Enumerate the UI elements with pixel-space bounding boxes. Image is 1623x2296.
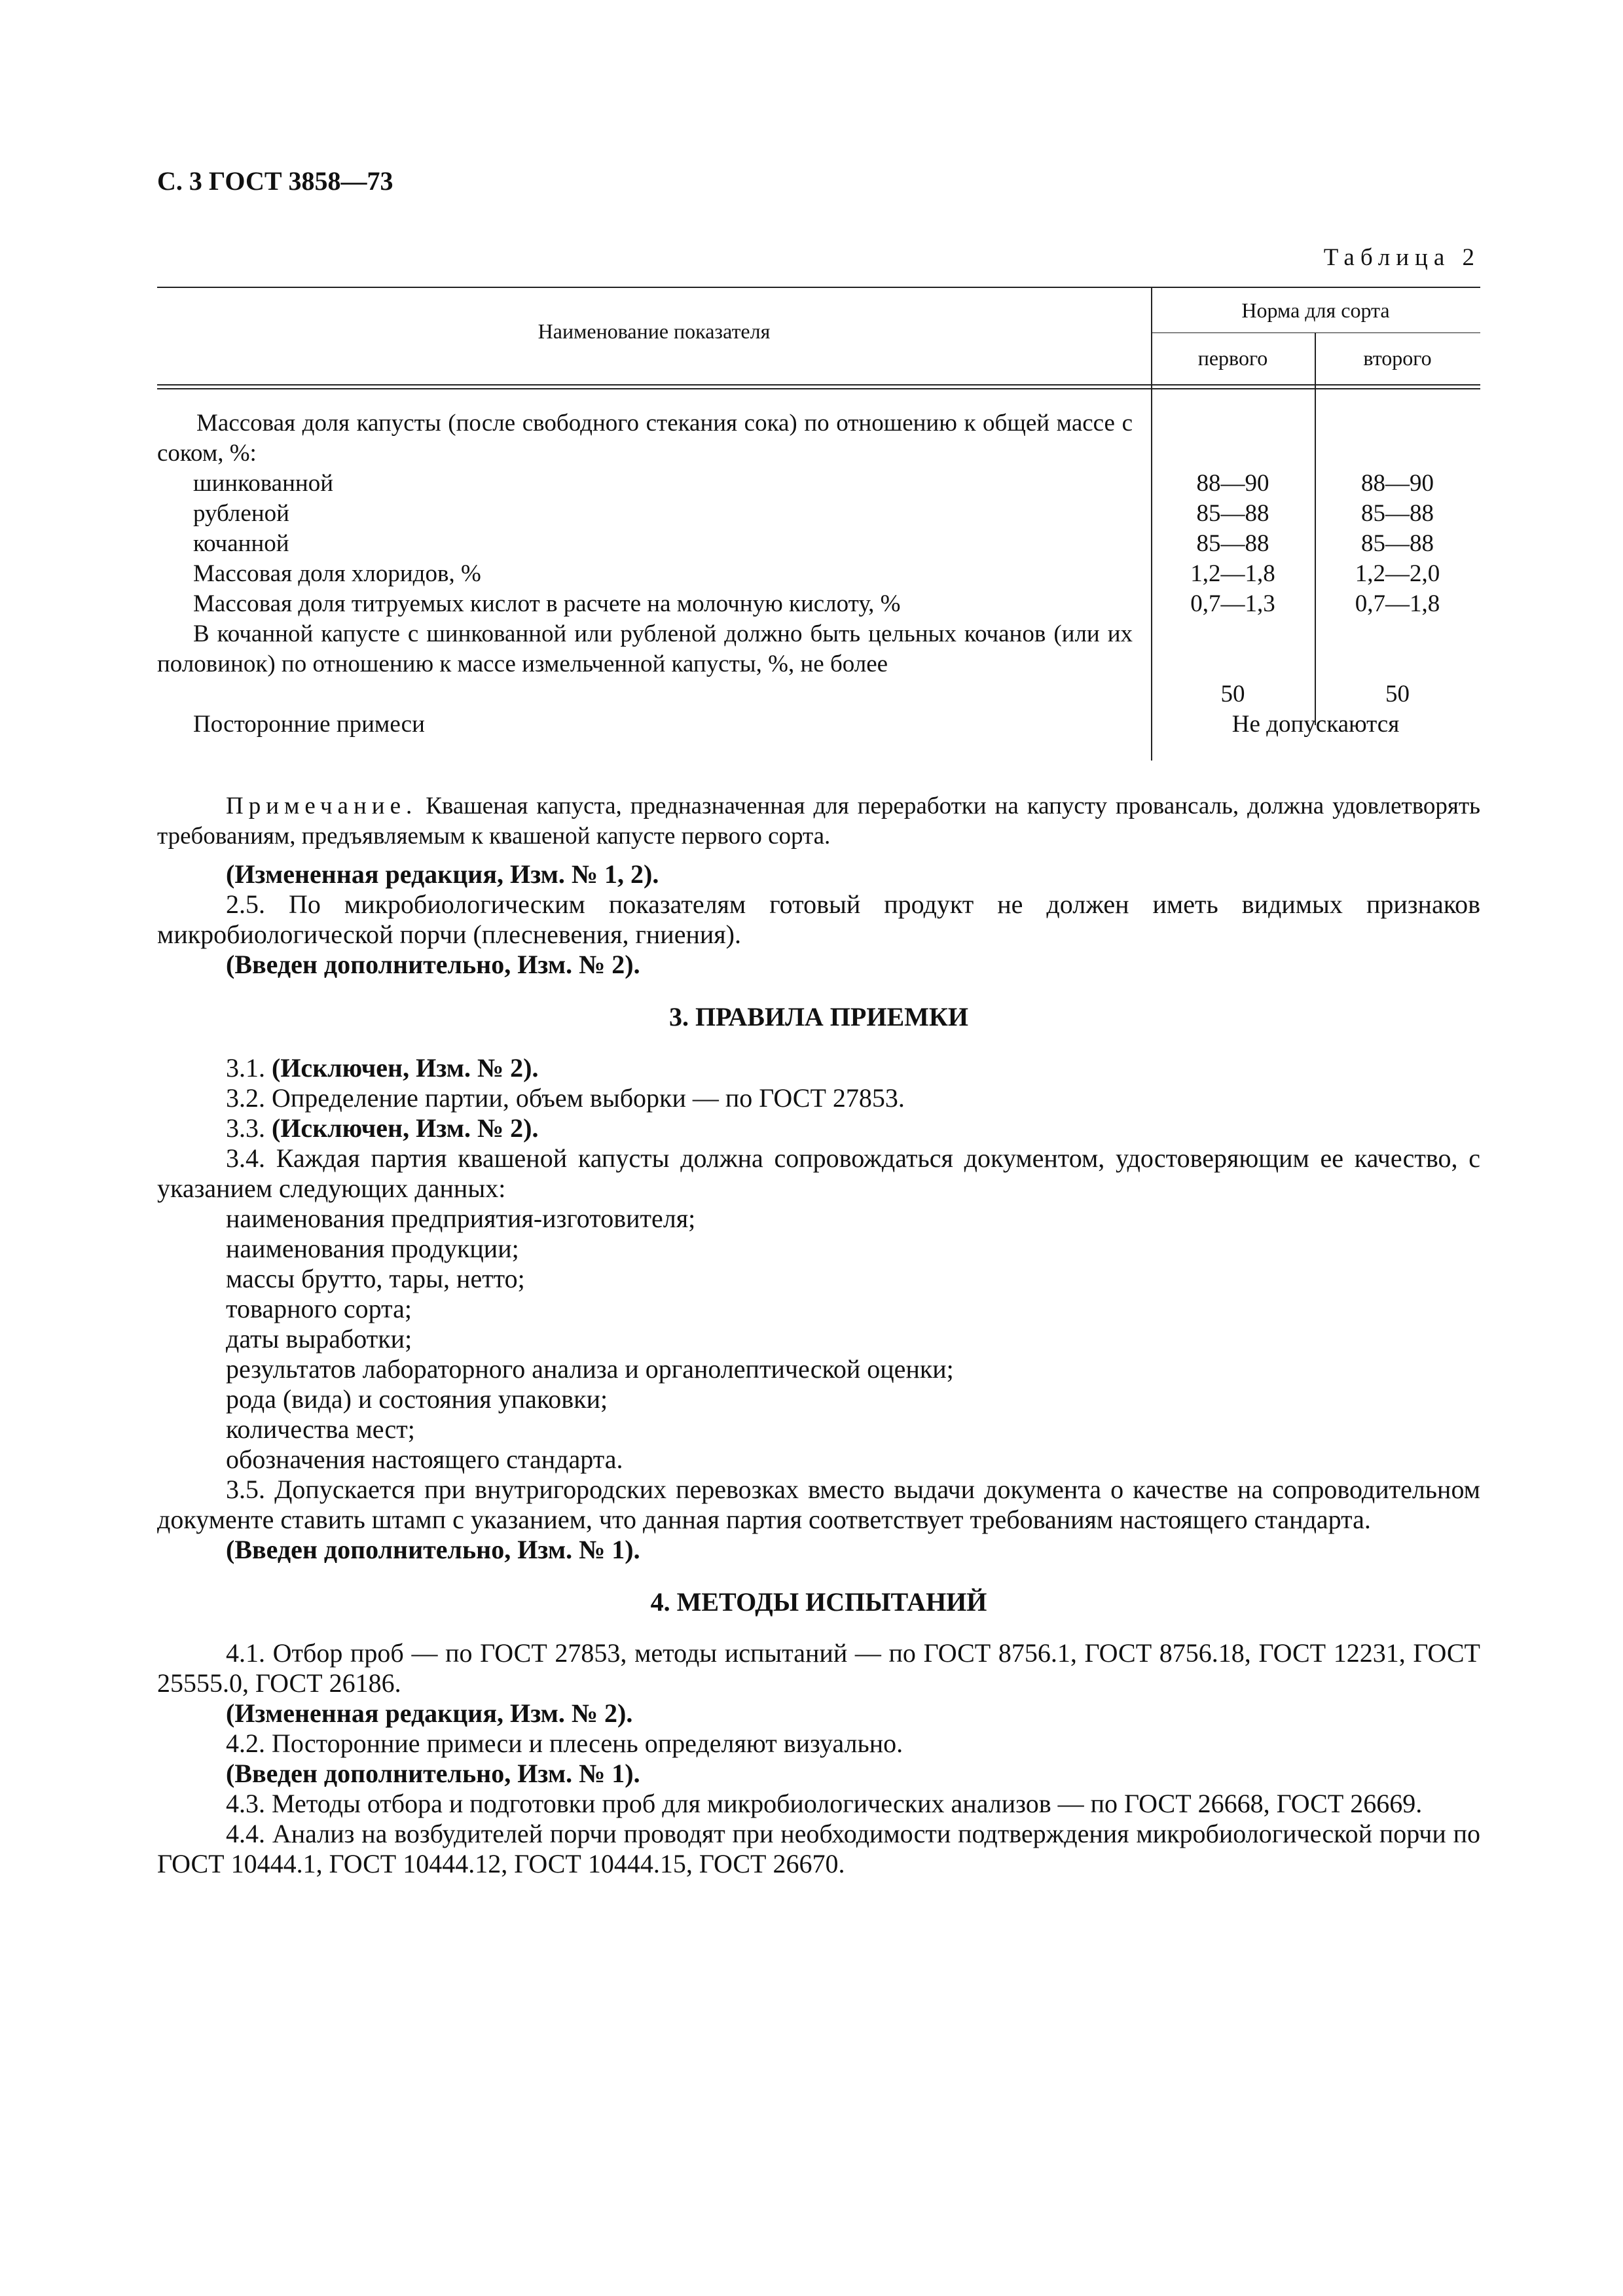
th-norm: Норма для сорта: [1241, 298, 1390, 322]
row-value-first: 88—90: [1196, 470, 1269, 497]
row-value-first: 0,7—1,3: [1190, 590, 1275, 617]
clause-4-2: 4.2. Посторонние примеси и плесень определяют визуально.: [226, 1729, 903, 1758]
list-item: обозначения настоящего стандарта.: [226, 1444, 623, 1474]
section-title-4: 4. МЕТОДЫ ИСПЫТАНИЙ: [650, 1587, 987, 1617]
list-item: наименования продукции;: [226, 1234, 519, 1263]
amendment-ref: (Введен дополнительно, Изм. № 1).: [226, 1759, 640, 1788]
note-text: Квашеная капуста, предназначенная для переработки на капусту провансаль, должна удовлетворять требованиям, предъявляемым к квашеной капусте первого сорта.: [157, 793, 1480, 850]
amendment-ref: (Введен дополнительно, Изм. № 1).: [226, 1535, 640, 1564]
clause-4-4: 4.4. Анализ на возбудителей порчи проводят при необходимости подтверждения микробиологической порчи по ГОСТ 10444.1, ГОСТ 10444.12, ГОСТ 10444.15, ГОСТ 26670.: [157, 1819, 1480, 1878]
amendment-ref: (Введен дополнительно, Изм. № 2).: [226, 950, 640, 979]
row-value-second: 0,7—1,8: [1355, 590, 1440, 617]
data-table: [157, 287, 1480, 761]
list-item: наименования предприятия-изготовителя;: [226, 1204, 696, 1233]
row-label: Массовая доля капусты (после свободного стекания сока) по отношению к общей массе с соком, %:: [157, 410, 1133, 467]
list-item: количества мест;: [226, 1414, 415, 1444]
clause-4-3: 4.3. Методы отбора и подготовки проб для микробиологических анализов — по ГОСТ 26668, ГОСТ 26669.: [226, 1789, 1423, 1818]
row-value-first: 50: [1220, 681, 1245, 708]
clause-3-2: 3.2. Определение партии, объем выборки — по ГОСТ 27853.: [226, 1083, 905, 1113]
note-label: Примечание.: [226, 793, 418, 819]
clause-number: 3.3.: [226, 1113, 272, 1143]
amendment-ref: (Измененная редакция, Изм. № 1, 2).: [226, 859, 659, 889]
row-value-second: 1,2—2,0: [1355, 560, 1440, 587]
row-label: Массовая доля хлоридов, %: [193, 560, 481, 587]
clause-3-4: 3.4. Каждая партия квашеной капусты должна сопровождаться документом, удостоверяющим ее качество, с указанием следующих данных:: [157, 1143, 1480, 1203]
th-second: второго: [1363, 346, 1432, 370]
table-top-rule: [157, 287, 1480, 288]
table-header-rule-2: [157, 388, 1480, 389]
list-item: товарного сорта;: [226, 1294, 412, 1323]
amendment-ref: (Исключен, Изм. № 2).: [272, 1113, 539, 1143]
section-title-3: 3. ПРАВИЛА ПРИЕМКИ: [668, 1002, 968, 1031]
row-label: шинкованной: [193, 470, 333, 497]
table-caption: Таблица 2: [1323, 244, 1480, 271]
row-value-second: 85—88: [1361, 530, 1434, 557]
clause-4-1: 4.1. Отбор проб — по ГОСТ 27853, методы испытаний — по ГОСТ 8756.1, ГОСТ 8756.18, ГОСТ 12231, ГОСТ 25555.0, ГОСТ 26186.: [157, 1638, 1480, 1698]
main-text: [157, 791, 1480, 1879]
clause-3-5: 3.5. Допускается при внутригородских перевозках вместо выдачи документа о качестве на сопроводительном документе ставить штамп с указанием, что данная партия соответствует требованиям настоящего стандарта.: [157, 1475, 1480, 1534]
row-value-second: 50: [1385, 681, 1410, 708]
clause-number: 3.1.: [226, 1053, 272, 1083]
amendment-ref: (Исключен, Изм. № 2).: [272, 1053, 539, 1083]
row-value-first: 85—88: [1196, 500, 1269, 527]
table-note: [157, 791, 1480, 852]
clause-3-3: [157, 1113, 1480, 1143]
row-label: В кочанной капусте с шинкованной или рубленой должно быть цельных кочанов (или их половинок) по отношению к массе измельченной капусты, %, не более: [157, 620, 1133, 677]
row-label: Массовая доля титруемых кислот в расчете на молочную кислоту, %: [193, 590, 901, 617]
th-name: Наименование показателя: [538, 319, 771, 343]
page-header: С. 3 ГОСТ 3858—73: [157, 166, 393, 196]
clause-3-1: [157, 1053, 1480, 1083]
th-first: первого: [1197, 346, 1268, 370]
list-item: рода (вида) и состояния упаковки;: [226, 1384, 608, 1414]
row-label: рубленой: [193, 500, 289, 527]
amendment-ref: (Измененная редакция, Изм. № 2).: [226, 1698, 633, 1728]
list-item: результатов лабораторного анализа и органолептической оценки;: [226, 1354, 954, 1384]
clause-2-5: 2.5. По микробиологическим показателям готовый продукт не должен иметь видимых признаков микробиологической порчи (плесневения, гниения).: [157, 889, 1480, 949]
row-value-first: 1,2—1,8: [1190, 560, 1275, 587]
row-label: кочанной: [193, 530, 289, 557]
row-value-second: 85—88: [1361, 500, 1434, 527]
list-item: даты выработки;: [226, 1324, 412, 1354]
table-header-rule-1: [157, 384, 1480, 386]
list-item: массы брутто, тары, нетто;: [226, 1264, 525, 1293]
row-label: Посторонние примеси: [193, 711, 425, 738]
row-value-first: 85—88: [1196, 530, 1269, 557]
row-value-span: Не допускаются: [1231, 711, 1400, 738]
row-value-second: 88—90: [1361, 470, 1434, 497]
